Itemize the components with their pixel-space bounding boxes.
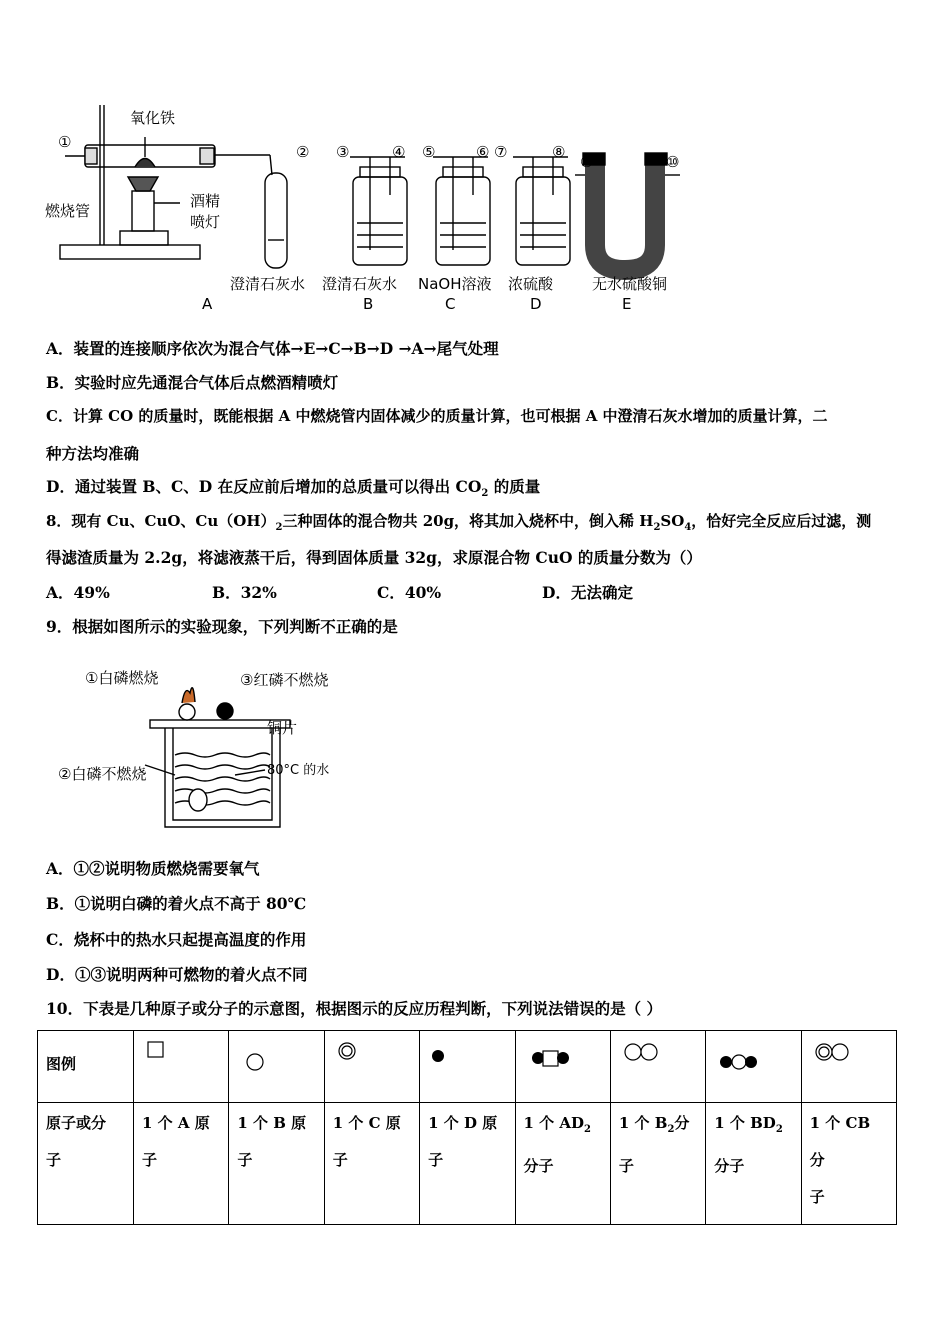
legend-header: 图例 bbox=[46, 1055, 77, 1073]
legend-cell bbox=[134, 1031, 229, 1103]
label-copper-sheet: 铜片 bbox=[267, 719, 298, 737]
combustion-figure bbox=[55, 655, 355, 835]
q9-option-a: A．①②说明物质燃烧需要氧气 bbox=[46, 859, 260, 878]
label-B: B bbox=[363, 295, 374, 313]
legend-name-cell bbox=[324, 1103, 419, 1225]
filled-dot-atom-icon bbox=[428, 1039, 488, 1069]
q8-stem-part4: ，恰好完全反应后过滤，测 bbox=[691, 512, 872, 530]
label-E: E bbox=[622, 295, 632, 313]
q8-stem-sub1: 2 bbox=[275, 522, 283, 533]
legend-name-sub: 2 bbox=[584, 1124, 591, 1135]
q8-stem-line1 bbox=[46, 510, 871, 533]
label-n10: ⑩ bbox=[666, 153, 680, 171]
legend-icon-row bbox=[38, 1031, 897, 1103]
label-white-p-no-burn: ②白磷不燃烧 bbox=[58, 765, 147, 783]
legend-name-l2: 子 bbox=[237, 1151, 253, 1169]
q8-stem-sub2: 2 bbox=[653, 522, 661, 533]
legend-name-cell bbox=[801, 1103, 896, 1225]
q7-option-d-tail: 的质量 bbox=[488, 477, 541, 496]
q7-option-d-text: D．通过装置 B、C、D 在反应前后增加的总质量可以得出 CO bbox=[46, 477, 482, 496]
legend-row-header bbox=[38, 1103, 134, 1225]
legend-name-l2: 子 bbox=[332, 1151, 348, 1169]
label-combustion-tube: 燃烧管 bbox=[45, 202, 91, 220]
apparatus-figure bbox=[40, 95, 700, 315]
q7-option-d-sub: 2 bbox=[481, 488, 489, 500]
legend-name-sub: 2 bbox=[775, 1124, 783, 1135]
label-naoh: NaOH溶液 bbox=[418, 275, 492, 293]
ad2-molecule-icon bbox=[524, 1039, 594, 1069]
double-circle-atom-icon bbox=[333, 1039, 393, 1069]
q9-option-b: B．①说明白磷的着火点不高于 80℃ bbox=[46, 894, 307, 913]
legend-cell bbox=[801, 1031, 896, 1103]
square-atom-icon bbox=[142, 1039, 202, 1069]
q10-stem: 10．下表是几种原子或分子的示意图，根据图示的反应历程判断，下列说法错误的是（ ） bbox=[46, 999, 662, 1018]
label-lamp-2: 喷灯 bbox=[190, 213, 221, 231]
label-n7: ⑦ bbox=[494, 143, 508, 161]
q8-stem-sub3: 4 bbox=[684, 522, 692, 533]
legend-name-cell bbox=[610, 1103, 705, 1225]
q9-option-c: C．烧杯中的热水只起提高温度的作用 bbox=[46, 930, 307, 949]
label-n3: ③ bbox=[336, 143, 350, 161]
label-lamp-1: 酒精 bbox=[190, 192, 221, 210]
legend-name-cell bbox=[706, 1103, 801, 1225]
legend-cell bbox=[610, 1031, 705, 1103]
legend-name-l1: 1 个 C 原 bbox=[332, 1114, 401, 1132]
q9-stem: 9．根据如图所示的实验现象，下列判断不正确的是 bbox=[46, 617, 398, 636]
q8-stem-part2: 三种固体的混合物共 20g，将其加入烧杯中，倒入稀 H bbox=[282, 512, 654, 530]
q9-option-d: D．①③说明两种可燃物的着火点不同 bbox=[46, 965, 308, 984]
legend-name-l1: 1 个 CB 分 bbox=[809, 1114, 871, 1169]
legend-name-l1: 1 个 BD bbox=[714, 1114, 776, 1132]
legend-name-cell bbox=[515, 1103, 610, 1225]
legend-row-header-l1: 原子或分 bbox=[46, 1114, 107, 1132]
label-limewater-a: 澄清石灰水 bbox=[230, 275, 306, 293]
q8-option-b: B．32% bbox=[212, 583, 277, 602]
q7-option-c-line2: 种方法均准确 bbox=[46, 444, 140, 463]
q8-option-a: A．49% bbox=[46, 583, 110, 602]
atom-legend-table bbox=[37, 1030, 897, 1225]
q7-option-d bbox=[46, 475, 540, 499]
legend-name-l1: 1 个 B bbox=[618, 1114, 668, 1132]
legend-name-l2: 子 bbox=[142, 1151, 158, 1169]
q8-option-c: C．40% bbox=[377, 583, 442, 602]
legend-name-l1: 1 个 A 原 bbox=[142, 1114, 210, 1132]
q8-stem-part3: SO bbox=[660, 512, 685, 530]
legend-name-l1: 1 个 AD bbox=[523, 1114, 585, 1132]
b2-molecule-icon bbox=[619, 1039, 689, 1069]
legend-name-l1-tail: 分 bbox=[674, 1114, 690, 1132]
label-n2: ② bbox=[296, 143, 310, 161]
legend-name-row bbox=[38, 1103, 897, 1225]
label-n9: ⑨ bbox=[580, 153, 594, 171]
q8-option-d: D．无法确定 bbox=[542, 583, 633, 602]
label-cuso4: 无水硫酸铜 bbox=[592, 275, 668, 293]
legend-name-l2: 子 bbox=[618, 1157, 634, 1175]
label-n6: ⑥ bbox=[476, 143, 490, 161]
legend-name-l2: 子 bbox=[428, 1151, 444, 1169]
legend-name-cell bbox=[420, 1103, 515, 1225]
legend-cell bbox=[515, 1031, 610, 1103]
legend-name-l2: 分子 bbox=[523, 1157, 554, 1175]
q7-option-b: B．实验时应先通混合气体后点燃酒精喷灯 bbox=[46, 373, 339, 392]
legend-name-l1: 1 个 B 原 bbox=[237, 1114, 307, 1132]
label-n8: ⑧ bbox=[552, 143, 566, 161]
legend-name-l2: 子 bbox=[809, 1188, 825, 1206]
cb-molecule-icon bbox=[810, 1039, 880, 1069]
legend-cell bbox=[324, 1031, 419, 1103]
q8-stem-line2: 得滤渣质量为 2.2g，将滤液蒸干后，得到固体质量 32g，求原混合物 CuO 的质量分数为（） bbox=[46, 548, 702, 567]
q7-option-c-line1: C．计算 CO 的质量时，既能根据 A 中燃烧管内固体减少的质量计算，也可根据 A 中澄清石灰水增加的质量计算，二 bbox=[46, 407, 828, 425]
label-iron-oxide: 氧化铁 bbox=[130, 109, 176, 127]
label-n1: ① bbox=[58, 133, 72, 151]
label-limewater-b: 澄清石灰水 bbox=[322, 275, 398, 293]
legend-cell bbox=[706, 1031, 801, 1103]
legend-name-cell bbox=[134, 1103, 229, 1225]
legend-name-l2: 分子 bbox=[714, 1157, 745, 1175]
legend-header-cell bbox=[38, 1031, 134, 1103]
legend-name-l1: 1 个 D 原 bbox=[428, 1114, 498, 1132]
q7-option-a: A．装置的连接顺序依次为混合气体→E→C→B→D →A→尾气处理 bbox=[46, 339, 499, 358]
label-n5: ⑤ bbox=[422, 143, 436, 161]
circle-atom-icon bbox=[237, 1039, 297, 1079]
label-A: A bbox=[202, 295, 213, 313]
legend-row-header-l2: 子 bbox=[46, 1151, 62, 1169]
label-hot-water: 80°C 的水 bbox=[267, 763, 330, 778]
label-acid: 浓硫酸 bbox=[508, 275, 554, 293]
q8-stem-part1: 8．现有 Cu、CuO、Cu（OH） bbox=[46, 512, 276, 530]
label-D: D bbox=[530, 295, 542, 313]
legend-cell bbox=[229, 1031, 324, 1103]
legend-cell bbox=[420, 1031, 515, 1103]
label-white-p-burns: ①白磷燃烧 bbox=[85, 669, 159, 687]
label-red-p-no-burn: ③红磷不燃烧 bbox=[240, 671, 329, 689]
label-C: C bbox=[445, 295, 456, 313]
legend-name-sub: 2 bbox=[667, 1124, 675, 1135]
bd2-molecule-icon bbox=[714, 1039, 784, 1079]
legend-name-cell bbox=[229, 1103, 324, 1225]
label-n4: ④ bbox=[392, 143, 406, 161]
